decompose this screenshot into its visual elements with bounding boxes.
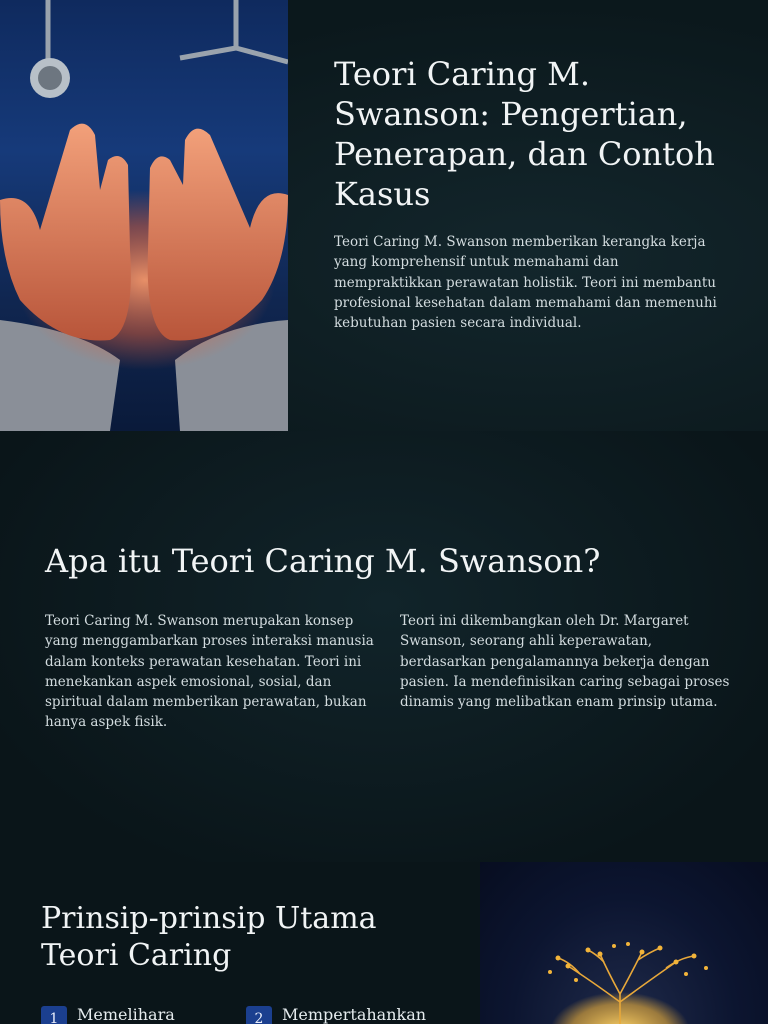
slide-intro (0, 0, 768, 431)
number-badge: 1 (41, 1006, 67, 1024)
principle-label: Memelihara (77, 1005, 175, 1024)
principle-item (246, 1005, 426, 1024)
slide-intro-text: Teori Caring M. Swanson memberikan kerangka kerja yang komprehensif untuk memahami dan mempraktikkan perawatan holistik. Teori ini membantu profesional kesehatan dalam memahami dan memenuhi kebutuhan pasien secara individual. (334, 234, 717, 332)
definition-text-left: Teori Caring M. Swanson merupakan konsep yang menggambarkan proses interaksi manusia dalam konteks perawatan kesehatan. Teori ini menekankan aspek emosional, sosial, dan spiritual dalam memberikan perawatan, bukan hanya aspek fisik. (45, 613, 374, 731)
section-title: Apa itu Teori Caring M. Swanson? (45, 542, 601, 580)
slide-title: Teori Caring M. Swanson: Pengertian, Penerapan, dan Contoh Kasus (334, 55, 715, 213)
slide-principles (0, 862, 768, 1024)
section-title: Prinsip-prinsip Utama Teori Caring (41, 901, 377, 973)
principle-label: Mempertahankan (282, 1005, 427, 1024)
golden-tree-image (480, 862, 768, 1024)
number-badge: 2 (246, 1006, 272, 1024)
nurse-hands-image (0, 0, 288, 431)
definition-text-right: Teori ini dikembangkan oleh Dr. Margaret Swanson, seorang ahli keperawatan, berdasarkan pengalamannya bekerja dengan pasien. Ia mendefinisikan caring sebagai proses dinamis yang melibatkan enam prinsip utama. (400, 613, 730, 711)
slide-definition (0, 431, 768, 862)
principle-item (41, 1005, 175, 1024)
